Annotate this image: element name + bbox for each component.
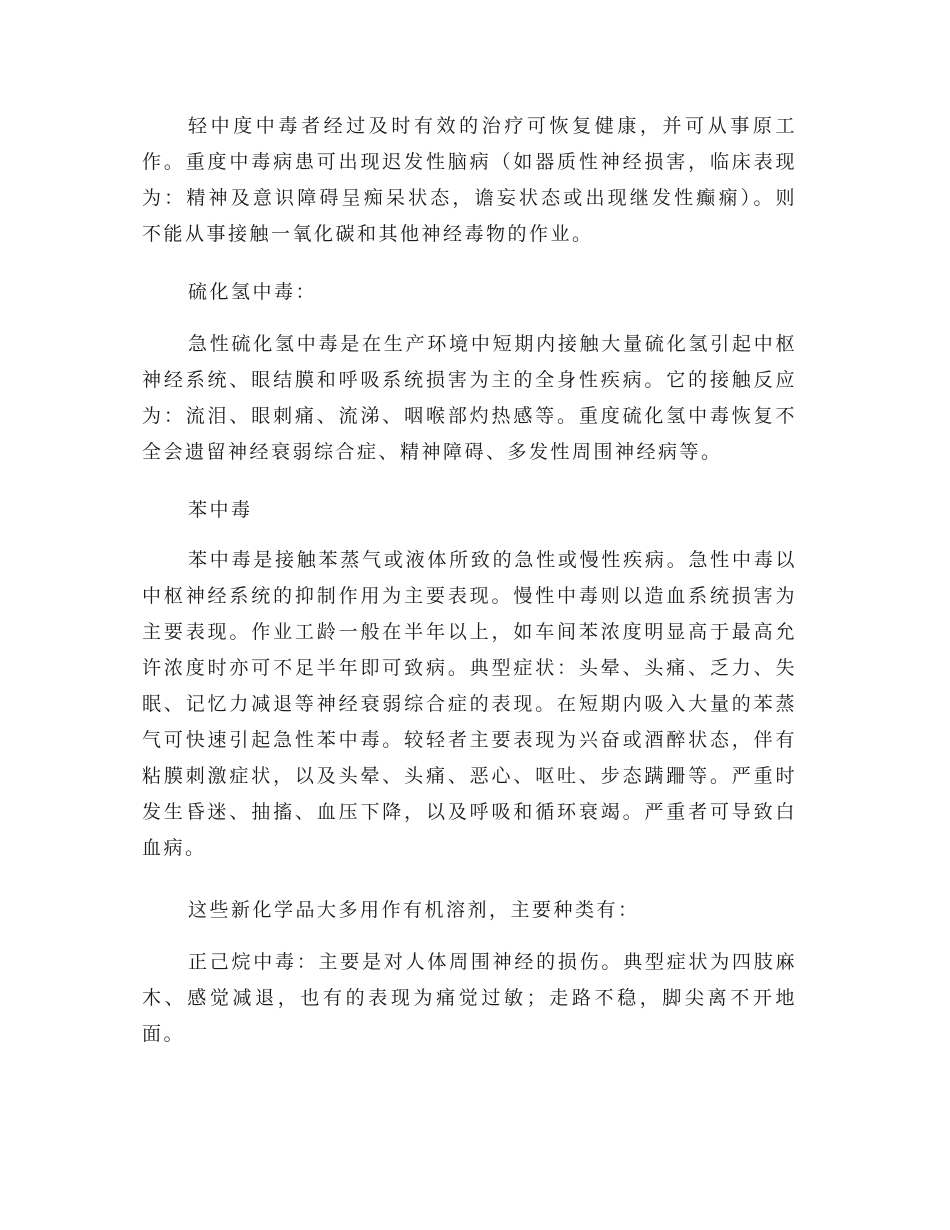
paragraph-hydrogen-sulfide: 急性硫化氢中毒是在生产环境中短期内接触大量硫化氢引起中枢神经系统、眼结膜和呼吸系统损害为主的全身性疾病。它的接触反应为：流泪、眼刺痛、流涕、咽喉部灼热感等。重度硫化氢中毒恢复不全会遗留神经衰弱综合症、精神障碍、多发性周围神经病等。: [142, 333, 797, 463]
heading-benzene: 苯中毒: [188, 499, 253, 521]
paragraph-benzene: 苯中毒是接触苯蒸气或液体所致的急性或慢性疾病。急性中毒以中枢神经系统的抑制作用为主要表现。慢性中毒则以造血系统损害为主要表现。作业工龄一般在半年以上，如车间苯浓度明显高于最高允许浓度时亦可不足半年即可致病。典型症状：头晕、头痛、乏力、失眠、记忆力减退等神经衰弱综合症的表现。在短期内吸入大量的苯蒸气可快速引起急性苯中毒。较轻者主要表现为兴奋或酒醉状态，伴有粘膜刺激症状，以及头晕、头痛、恶心、呕吐、步态蹒跚等。严重时发生昏迷、抽搐、血压下降，以及呼吸和循环衰竭。严重者可导致白血病。: [142, 549, 797, 859]
heading-hydrogen-sulfide: 硫化氢中毒：: [188, 281, 318, 303]
paragraph-co-recovery: 轻中度中毒者经过及时有效的治疗可恢复健康，并可从事原工作。重度中毒病患可出现迟发性脑病（如器质性神经损害，临床表现为：精神及意识障碍呈痴呆状态，谵妄状态或出现继发性癫痫）。则不能从事接触一氧化碳和其他神经毒物的作业。: [142, 115, 797, 245]
paragraph-new-chemicals: 这些新化学品大多用作有机溶剂，主要种类有：: [188, 899, 640, 921]
paragraph-n-hexane: 正己烷中毒：主要是对人体周围神经的损伤。典型症状为四肢麻木、感觉减退，也有的表现为痛觉过敏；走路不稳，脚尖离不开地面。: [142, 951, 797, 1045]
